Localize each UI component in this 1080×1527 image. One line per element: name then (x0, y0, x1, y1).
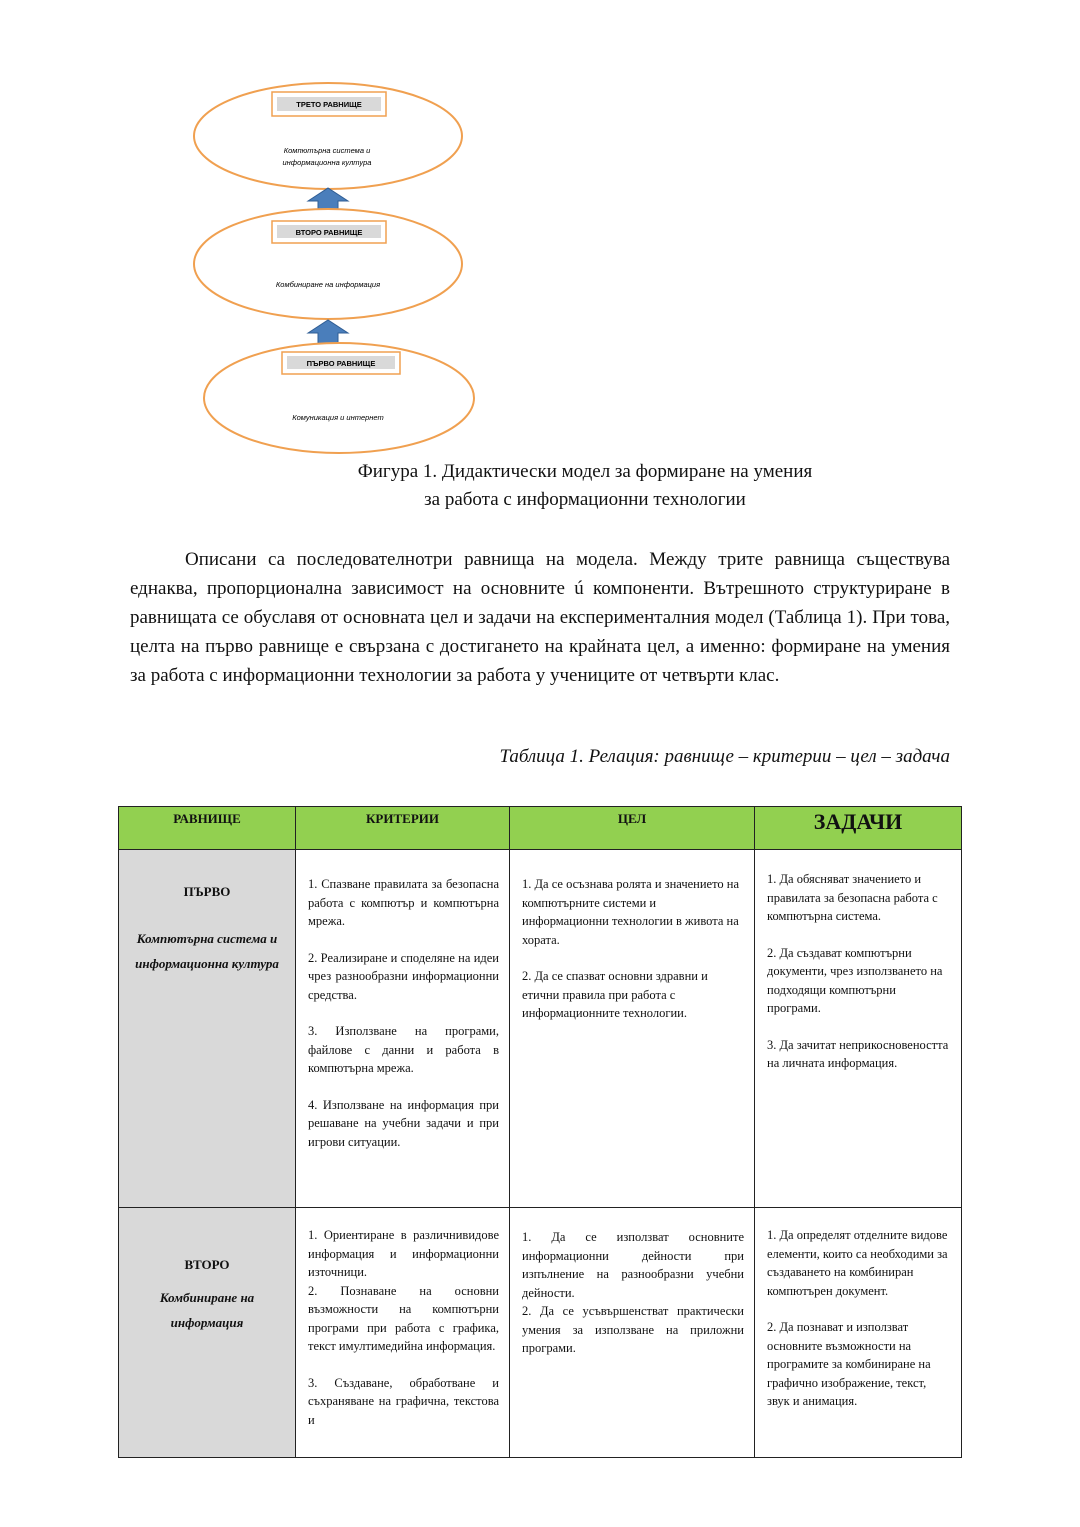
goal-item: 1. Да се осъзнава ролята и значението на компютърните системи и информационни технологии в живота на хората. (522, 877, 740, 947)
level-description: Компютърна система и информационна култура (135, 931, 279, 971)
table-header-row (119, 807, 962, 850)
header-tasks: ЗАДАЧИ (755, 807, 962, 850)
didactic-model-diagram (0, 0, 1080, 460)
table-row (119, 850, 962, 1208)
goal-item: 2. Да се спазват основни здравни и етични правила при работа с информационните технологии. (522, 969, 708, 1020)
body-paragraph: Описани са последователнотри равнища на модела. Между трите равнища съществува еднаква, пропорционална зависимост на основните ú компоненти. Вътрешното структуриране в равнищата се обуславя от основната цел и задачи на експерименталния модел (Таблица 1). При това, целта на първо равнище е свързана с достигането на крайната цел, а именно: формиране на умения за работа с информационни технологии за работа у учениците от четвърти клас. (130, 549, 950, 686)
task-item: 2. Да създават компютърни документи, чрез използването на подходящи компютърни програми. (767, 945, 943, 1015)
header-criteria: КРИТЕРИИ (296, 807, 510, 850)
header-goal: ЦЕЛ (510, 807, 755, 850)
figure-caption-line2: за работа с информационни технологии (424, 489, 746, 510)
criteria-item: 1. Ориентиране в различнивидове информация и информационни източници. (308, 1228, 499, 1279)
level-cell (119, 1208, 296, 1458)
figure-caption-line1: Фигура 1. Дидактически модел за формиране на умения (357, 461, 813, 482)
figure-caption (0, 458, 1080, 514)
criteria-item: 3. Създаване, обработване и съхраняване на графична, текстова и (308, 1375, 499, 1427)
level-three-label: ТРЕТО РАВНИЩЕ (296, 100, 362, 109)
criteria-item: 2. Познаване на основни възможности на компютърни програми при работа с графика, текст имултимедийна информация. (308, 1283, 499, 1353)
task-item: 1. Да определят отделните видове елементи, които са необходими за създаването на комбиниран компютърен документ. (767, 1228, 948, 1298)
level-description: Комбиниране на информация (159, 1290, 255, 1330)
criteria-item: 3. Използване на програми, файлове с данни и работа в компютърна мрежа. (308, 1024, 499, 1075)
level-name: ПЪРВО (183, 884, 231, 899)
up-arrow-icon (308, 320, 348, 345)
level-cell (119, 850, 296, 1208)
level-three-text-line2: информационна култура (282, 158, 372, 167)
task-item: 3. Да зачитат неприкосновеността на личната информация. (767, 1037, 949, 1070)
criteria-cell (296, 850, 510, 1208)
goal-item: 2. Да се усъвършенстват практически умения за използване на приложни програми. (522, 1304, 744, 1355)
goal-cell (510, 1208, 755, 1458)
table-row (119, 1208, 962, 1458)
level-name: ВТОРО (184, 1257, 230, 1272)
level-one-text: Комуникация и интернет (292, 413, 384, 422)
task-item: 2. Да познават и използват основните възможности на програмите за комбиниране на графично изображение, текст, звук и анимация. (767, 1320, 931, 1408)
relation-table (118, 806, 962, 1458)
header-level: РАВНИЩЕ (119, 807, 296, 850)
goal-item: 1. Да се използват основните информационни дейности при изпълнение на разнообразни учебни дейности. (522, 1230, 744, 1300)
tasks-cell (755, 850, 962, 1208)
task-item: 1. Да обясняват значението и правилата за безопасна работа с компютърна система. (767, 872, 938, 923)
level-one-label: ПЪРВО РАВНИЩЕ (306, 359, 376, 368)
level-two-label: ВТОРО РАВНИЩЕ (295, 228, 363, 237)
criteria-item: 1. Спазване правилата за безопасна работа с компютър и компютърна мрежа. (308, 877, 499, 928)
table-caption: Таблица 1. Релация: равнище – критерии – цел – задача (499, 746, 950, 767)
criteria-cell (296, 1208, 510, 1458)
level-two-text: Комбиниране на информация (275, 280, 381, 289)
criteria-item: 2. Реализиране и споделяне на идеи чрез разнообразни информационни средства. (308, 950, 499, 1002)
criteria-item: 4. Използване на информация при решаване на учебни задачи и при игрови ситуации. (308, 1097, 499, 1149)
goal-cell (510, 850, 755, 1208)
level-three-text-line1: Компютърна система и (283, 146, 371, 155)
tasks-cell (755, 1208, 962, 1458)
